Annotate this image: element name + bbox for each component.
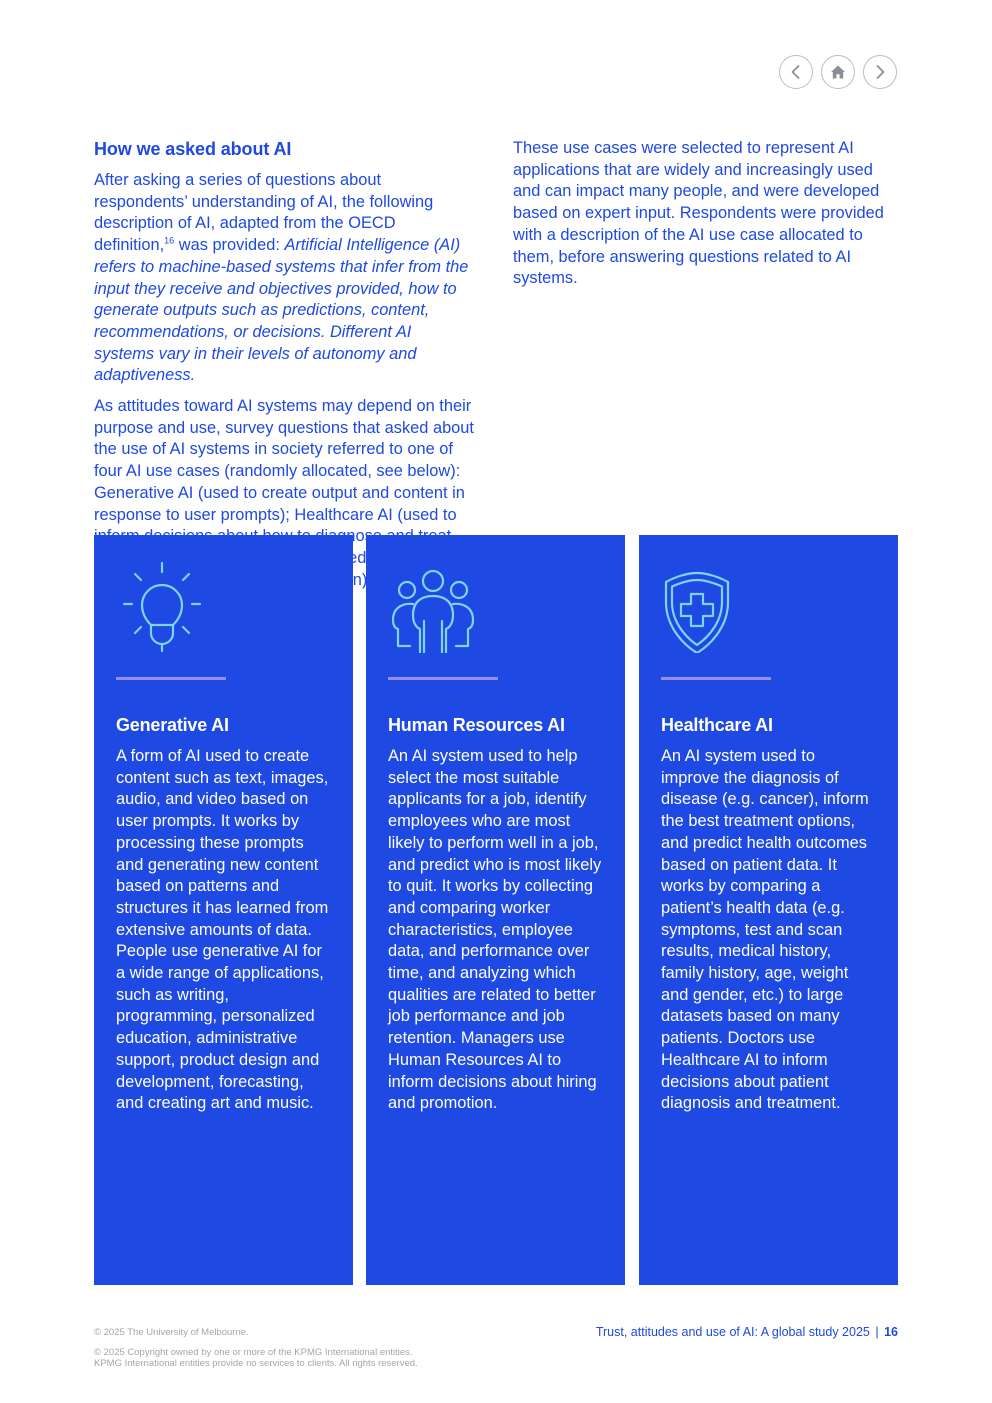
- card-body: A form of AI used to create content such as text, images, audio, and video based on user prompts. It works by processing these prompts and generating new content based on patterns and structures it has learned from extensive amounts of data. People use generative AI for a wide range of applications, such as writing, programming, personalized education, administrative support, product design and development, forecasting, and creating art and music.: [116, 747, 329, 1113]
- card-title: Generative AI: [116, 715, 229, 735]
- intro-column-right: [513, 138, 893, 299]
- card-human-resources-ai: [366, 535, 625, 1285]
- home-button[interactable]: [821, 55, 855, 89]
- forward-button[interactable]: [863, 55, 897, 89]
- footer-separator: |: [875, 1325, 879, 1339]
- card-body: An AI system used to improve the diagnosis of disease (e.g. cancer), inform the best treatment options, and predict health outcomes based on patient data. It works by comparing a patient’s health data (e.g. symptoms, test and scan results, medical history, family history, age, weight and gender, etc.) to large datasets based on many patients. Doctors use Healthcare AI to inform decisions about patient diagnosis and treatment.: [661, 747, 869, 1113]
- section-heading: How we asked about AI: [94, 139, 292, 159]
- card-body: An AI system used to help select the most suitable applicants for a job, identify employees who are most likely to perform well in a job, and predict who is most likely to quit. It works by collecting and comparing worker characteristics, employee data, and performance over time, and analyzing which qualities are related to better job performance and job retention. Managers use Human Resources AI to inform decisions about hiring and promotion.: [388, 747, 602, 1113]
- card-title: Healthcare AI: [661, 715, 773, 735]
- home-icon: [828, 62, 848, 82]
- card-healthcare-ai: [639, 535, 898, 1285]
- card-divider: [116, 677, 226, 680]
- back-button[interactable]: [779, 55, 813, 89]
- footnote-reference[interactable]: 16: [164, 235, 175, 246]
- lightbulb-icon: [116, 557, 206, 653]
- intro-paragraph-2: As attitudes toward AI systems may depend on their purpose and use, survey questions that asked about the use of AI systems in society referred to one of four AI use cases (randomly allocated, see below): Generative AI (used to create output and content in response to user prompts); Healthcare AI (used to: [94, 397, 474, 524]
- card-generative-ai: [94, 535, 353, 1285]
- page-navigation: [779, 55, 897, 89]
- ai-definition: Artificial Intelligence (AI) refers to machine-based systems that infer from the input they receive and objectives provided, how to generate outputs such as predictions, content, recommendations, or decisions. Different AI systems vary in their levels of autonomy and adaptiveness.: [94, 236, 469, 385]
- card-divider: [661, 677, 771, 680]
- copyright-line: © 2025 The University of Melbourne.: [94, 1327, 249, 1338]
- copyright-line: © 2025 Copyright owned by one or more of the KPMG International entities.: [94, 1347, 413, 1358]
- people-icon: [388, 557, 478, 653]
- intro-paragraph-1: After asking a series of questions about respondents’ understanding of AI, the following description of AI, adapted from the OECD definition,$^{16}$ was provided: Artificial Intelligence (AI) refers to machine-based systems that infer from the input they receive and objectives provided, how to generate outputs such as predictions, content, recommendations, or decisions. Different AI systems vary in their levels of autonomy and adaptiveness.: [94, 171, 469, 385]
- card-divider: [388, 677, 498, 680]
- intro-paragraph-3: These use cases were selected to represent AI applications that are widely and increasingly used and can impact many people, and were developed based on expert input. Respondents were provided with a description of the AI use case allocated to them, before answering questions related to AI systems.: [513, 139, 884, 288]
- card-title: Human Resources AI: [388, 715, 565, 735]
- page-number: 16: [884, 1325, 898, 1339]
- footer-copyright: [94, 1327, 514, 1369]
- copyright-line: KPMG International entities provide no services to clients. All rights reserved.: [94, 1358, 418, 1369]
- chevron-right-icon: [870, 62, 890, 82]
- footer-page-info: [596, 1325, 898, 1339]
- report-title: Trust, attitudes and use of AI: A global study 2025: [595, 1325, 870, 1339]
- chevron-left-icon: [786, 62, 806, 82]
- shield-cross-icon: [661, 557, 751, 653]
